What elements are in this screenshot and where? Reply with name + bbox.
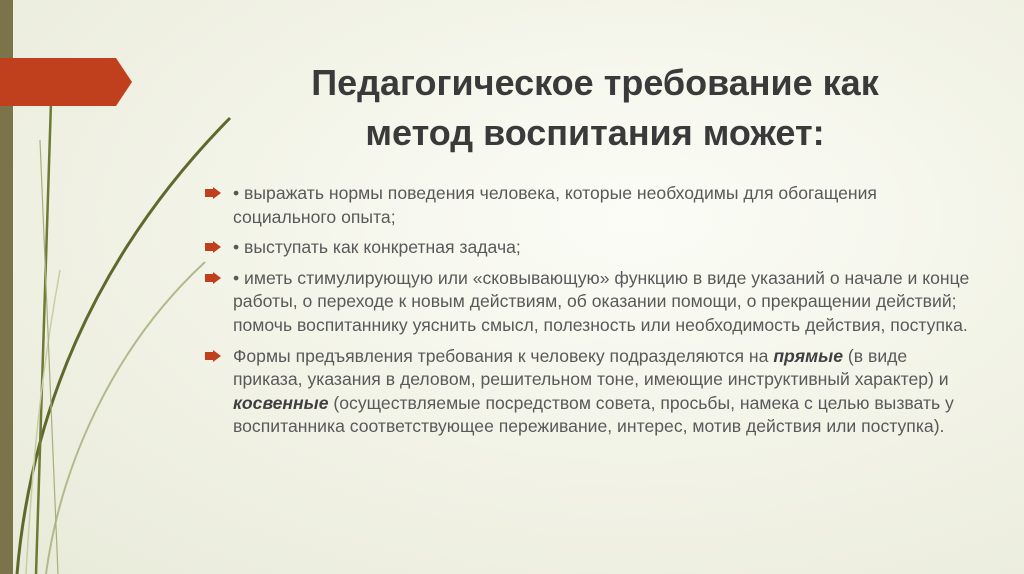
arrow-bullet-icon bbox=[205, 187, 221, 199]
forms-indirect-term: косвенные bbox=[233, 392, 329, 413]
title-accent-tab bbox=[0, 58, 132, 106]
list-item-text: • выражать нормы поведения человека, которые необходимы для обогащения социального опыта; bbox=[233, 183, 877, 227]
slide-title bbox=[215, 58, 975, 158]
arrow-bullet-icon bbox=[205, 241, 221, 253]
forms-text-part2: (в виде приказа, указания в деловом, решительном тоне, имеющие инструктивный характер) и bbox=[233, 345, 949, 390]
arrow-bullet-icon bbox=[205, 272, 221, 284]
forms-text-part3: (осуществляемые посредством совета, просьбы, намека с целью вызвать у воспитанника соответствующее переживание, интерес, мотив действия или поступка). bbox=[233, 392, 954, 437]
forms-text-part1: Формы предъявления требования к человеку подразделяются на bbox=[233, 345, 774, 366]
list-item-text: • выступать как конкретная задача; bbox=[233, 237, 521, 258]
bullet-list bbox=[205, 182, 975, 446]
slide-title-line2: метод воспитания может: bbox=[365, 112, 825, 153]
list-item-forms bbox=[205, 345, 975, 439]
slide-title-line1: Педагогическое требование как bbox=[311, 62, 879, 103]
list-item-text: • иметь стимулирующую или «сковывающую» функцию в виде указаний о начале и конце работы, о переходе к новым действиям, об оказании помощи, о прекращении действий; помочь воспитаннику уяснить смысл, полезность или необходимость действия, поступка. bbox=[233, 267, 970, 335]
arrow-bullet-icon bbox=[205, 350, 221, 362]
list-item bbox=[205, 236, 975, 260]
list-item bbox=[205, 267, 975, 338]
list-item bbox=[205, 182, 975, 229]
forms-direct-term: прямые bbox=[773, 345, 843, 366]
